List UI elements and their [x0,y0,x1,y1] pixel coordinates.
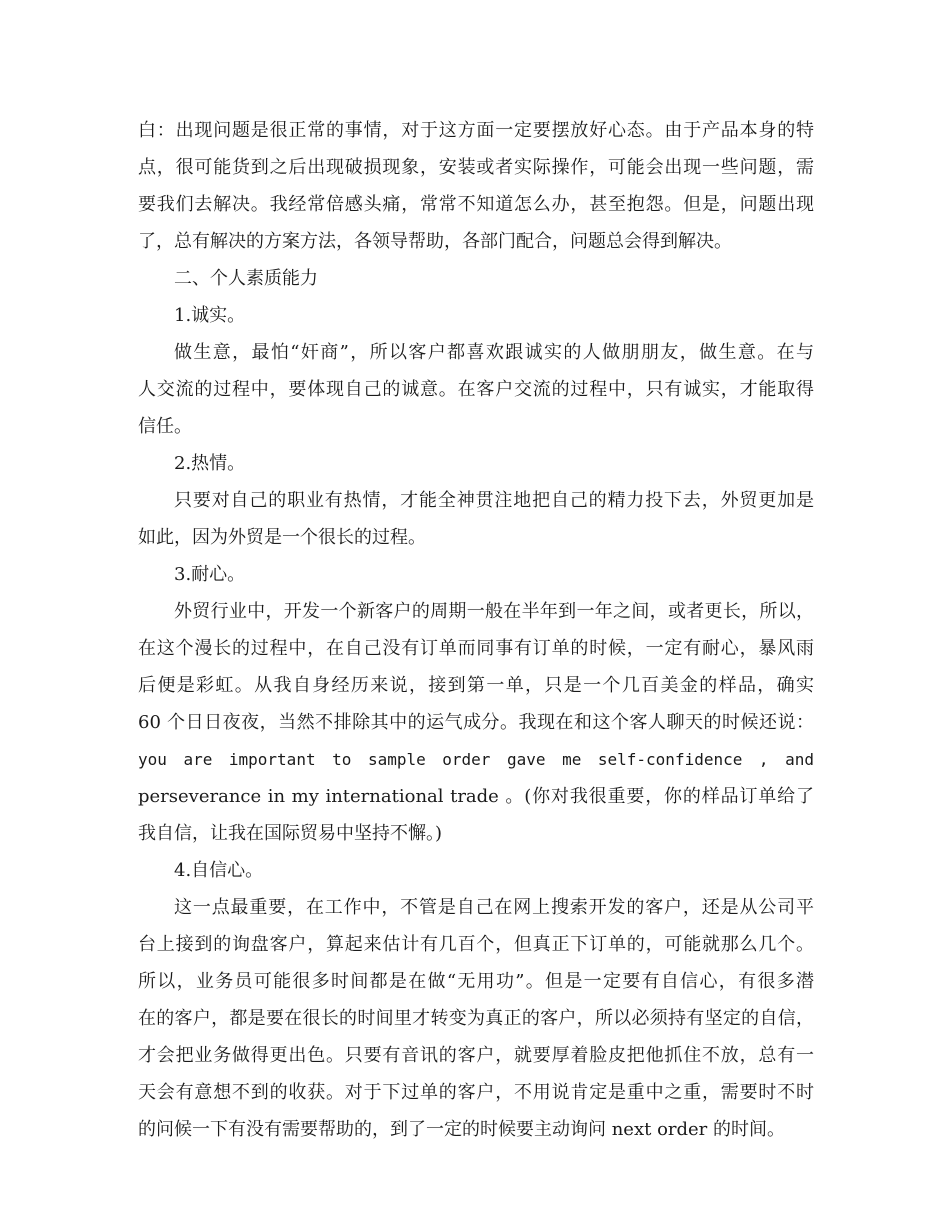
text-line: 台上接到的询盘客户，算起来估计有几百个，但真正下订单的，可能就那么几个。 [138,934,814,955]
text-line: 点，很可能货到之后出现破损现象，安装或者实际操作，可能会出现一些问题，需 [138,157,814,178]
text-line: 外贸行业中，开发一个新客户的周期一般在半年到一年之间，或者更长，所以， [174,601,814,622]
text-line: 所以，业务员可能很多时间都是在做“无用功”。但是一定要有自信心，有很多潜 [138,971,814,992]
text-line: 1.诚实。 [174,305,246,326]
text-line: 的问候一下有没有需要帮助的，到了一定的时候要主动询问 next order 的时间。 [138,1119,786,1140]
document-body [138,112,814,1148]
text-line: 在这个漫长的过程中，在自己没有订单而同事有订单的时候，一定有耐心，暴风雨 [138,638,814,659]
text-line: perseverance in my international trade 。(你对我很重要，你的样品订单给了 [138,786,814,807]
text-line: 做生意，最怕“奸商”，所以客户都喜欢跟诚实的人做朋朋友，做生意。在与 [174,342,814,363]
text-line: 信任。 [138,416,192,437]
text-line: 在的客户，都是要在很长的时间里才转变为真正的客户，所以必须持有坚定的自信， [138,1008,814,1029]
text-line: 3.耐心。 [174,564,246,585]
text-line: 要我们去解决。我经常倍感头痛，常常不知道怎么办，甚至抱怨。但是，问题出现 [138,194,814,215]
text-line: 白：出现问题是很正常的事情，对于这方面一定要摆放好心态。由于产品本身的特 [138,120,814,141]
text-line: 才会把业务做得更出色。只要有音讯的客户，就要厚着脸皮把他抓住不放，总有一 [138,1045,814,1066]
text-line: 后便是彩虹。从我自身经历来说，接到第一单，只是一个几百美金的样品，确实 [138,675,814,696]
text-line: 我自信，让我在国际贸易中坚持不懈。) [138,823,443,844]
text-line: 只要对自己的职业有热情，才能全神贯注地把自己的精力投下去，外贸更加是 [174,490,814,511]
text-line: 60 个日日夜夜，当然不排除其中的运气成分。我现在和这个客人聊天的时候还说： [138,712,814,733]
text-line: 二、个人素质能力 [174,268,318,289]
text-line: 如此，因为外贸是一个很长的过程。 [138,527,426,548]
text-line: 天会有意想不到的收获。对于下过单的客户，不用说肯定是重中之重，需要时不时 [138,1082,814,1103]
text-line: 人交流的过程中，要体现自己的诚意。在客户交流的过程中，只有诚实，才能取得 [138,379,814,400]
text-line: 4.自信心。 [174,860,264,881]
text-line: 这一点最重要，在工作中，不管是自己在网上搜索开发的客户，还是从公司平 [174,897,814,918]
text-line: 2.热情。 [174,453,246,474]
text-line: you are important to sample order gave me self-confidence , and [138,750,814,769]
text-line: 了，总有解决的方案方法，各领导帮助，各部门配合，问题总会得到解决。 [138,231,732,252]
